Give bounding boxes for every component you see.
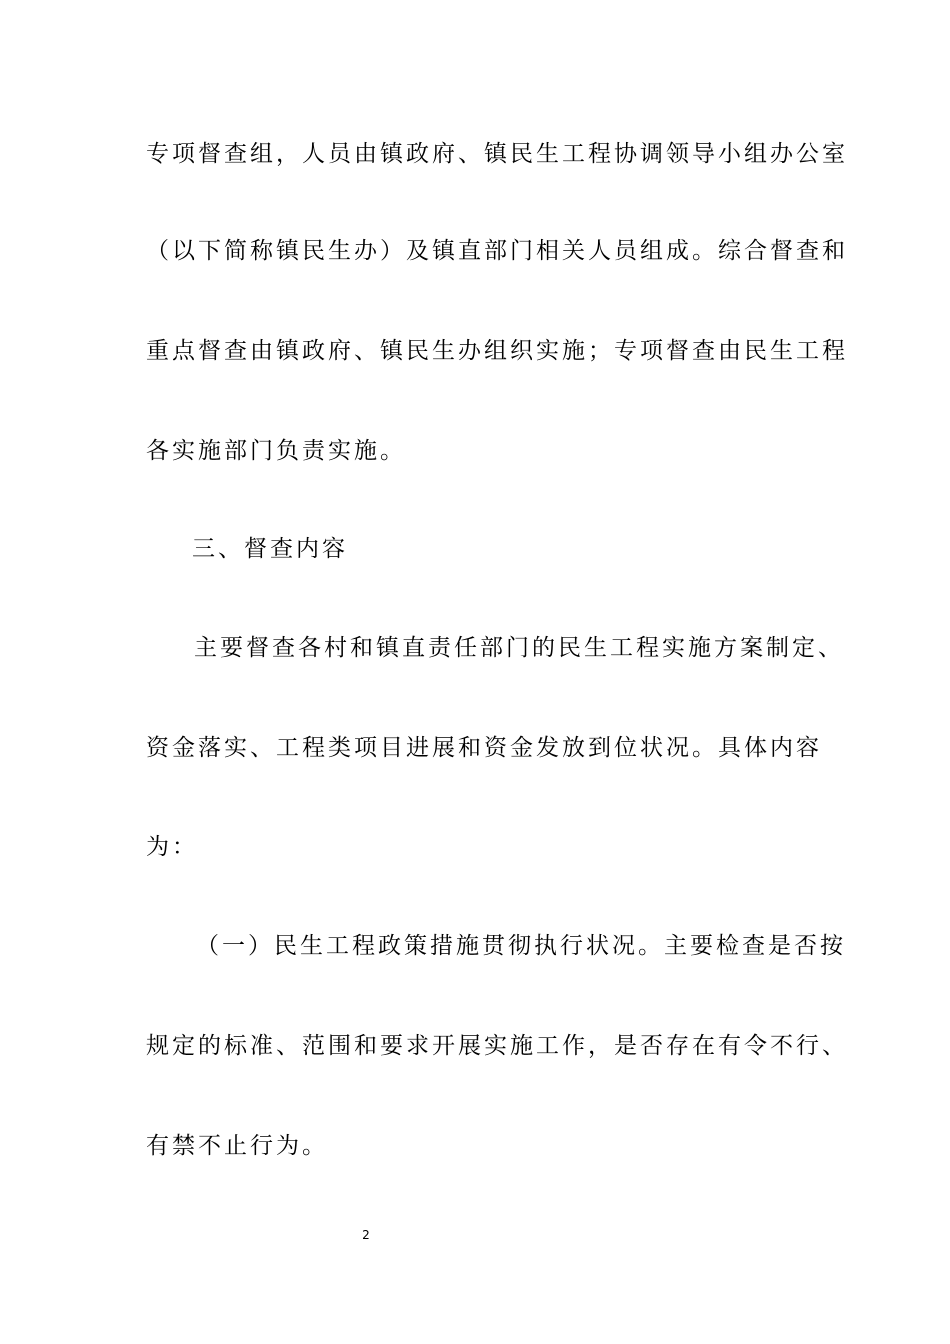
body-line-6: 主要督查各村和镇直责任部门的民生工程实施方案制定、	[194, 635, 844, 661]
body-line-11: 有禁不止行为。	[146, 1133, 328, 1159]
body-line-8: 为：	[146, 834, 198, 860]
body-line-2: （以下简称镇民生办）及镇直部门相关人员组成。综合督查和	[146, 238, 848, 264]
page-number: 2	[362, 1228, 370, 1242]
body-line-1: 专项督查组，人员由镇政府、镇民生工程协调领导小组办公室	[146, 141, 848, 167]
body-line-7: 资金落实、工程类项目进展和资金发放到位状况。具体内容	[146, 735, 822, 761]
body-line-4: 各实施部门负责实施。	[146, 438, 406, 464]
body-line-3: 重点督查由镇政府、镇民生办组织实施；专项督查由民生工程	[146, 338, 848, 364]
section-heading: 三、督查内容	[192, 536, 348, 562]
body-line-10: 规定的标准、范围和要求开展实施工作，是否存在有令不行、	[146, 1033, 848, 1059]
body-line-9: （一）民生工程政策措施贯彻执行状况。主要检查是否按	[196, 933, 846, 959]
